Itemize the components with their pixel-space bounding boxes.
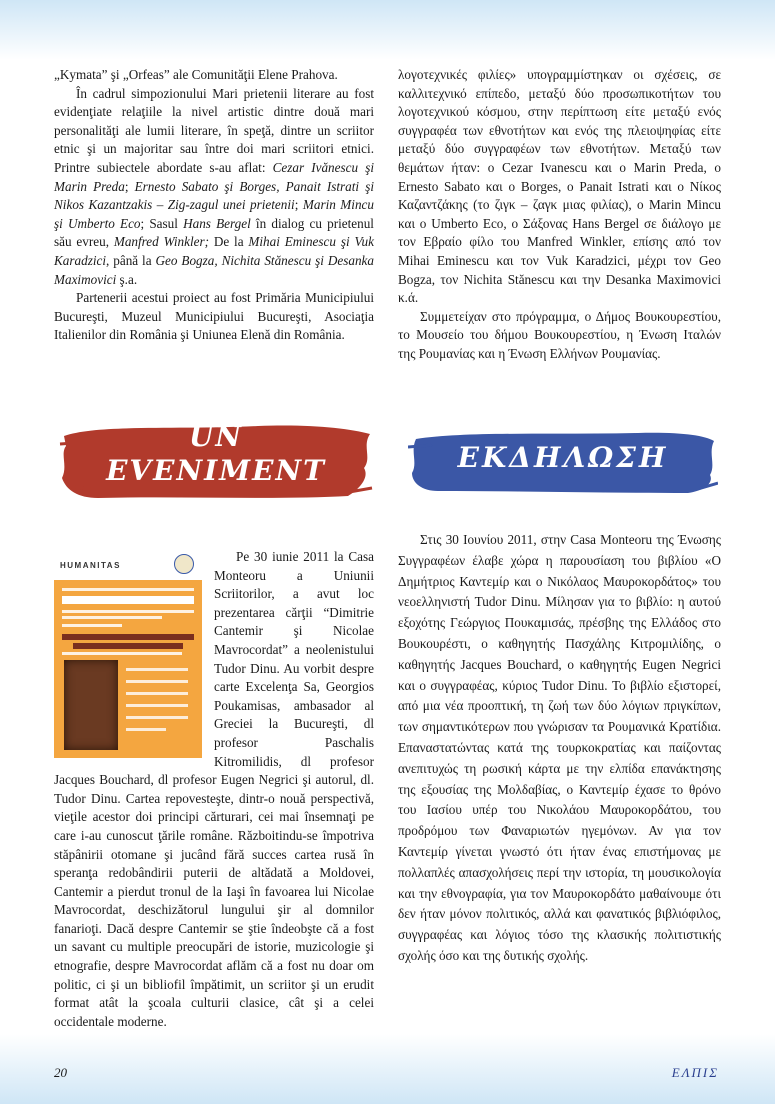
heading-line-1: UN bbox=[188, 420, 243, 453]
section-heading-ro bbox=[58, 416, 374, 501]
poster-painting bbox=[64, 660, 118, 750]
poster-text-line bbox=[126, 728, 166, 731]
paragraph-simpozion: În cadrul simpozionului Mari prietenii literare au fost evidenţiate relaţiile la nivel artistic dintre două mari personalităţi ale lumii literare, în speţă, dintre un scriitor etnic şi un majoritar sau între doi mari scriitori etnici. Printre subiectele abordate s-au aflat: Cezar Ivănescu şi Marin Preda; Ernesto Sabato şi Borges, Panait Istrati şi Nikos Kazantzakis – Zig-zagul unei prietenii; Marin Mincu şi Umberto Eco; Sasul Hans Bergel în dialog cu prietenul său evreu, Manfred Winkler; De la Mihai Eminescu şi Vuk Karadzici, până la Geo Bogza, Nichita Stănescu şi Desanka Maximovici ş.a. bbox=[54, 85, 374, 287]
poster-text-line bbox=[62, 634, 194, 640]
article-continuation-ro bbox=[54, 66, 374, 345]
event-article-ro bbox=[54, 548, 374, 1031]
poster-text-line bbox=[73, 643, 183, 649]
page-number: 20 bbox=[54, 1065, 67, 1080]
poster-text-line bbox=[62, 610, 194, 613]
embassy-seal-icon bbox=[174, 554, 194, 574]
paragraph: Στις 30 Ιουνίου 2011, στην Casa Monteoru της Ένωσης Συγγραφέων έλαβε χώρα η παρουσίαση του βιβλίου «Ο Δημήτριος Καντεμίρ και ο Νικόλαος Μαυροκορδάτος» του νεοελληνιστή Tudor Dinu. Μίλησαν για το βιβλίο: η αυτού εξοχότης Γεώργιος Πουκαμισάς, πρέσβης της Ελλάδος στο Βουκουρέστι, ο καθηγητής Πασχάλης Κιτρομιλίδης, ο καθηγητής Jacques Bouchard, ο καθηγητής Eugen Negrici και ο συγγραφέας, κύριος Tudor Dinu. Το βιβλίο εξιστορεί, από μια νέα προοπτική, τη ζωή των δύο λόγιων πριγκίπων, των σημαντικότερων που γνώρισαν τα Ρουμανικά Κρατίδια. Επαναστατώντας κατά της τουρκοκρατίας και παίζοντας ανεπιτυχώς τη ρωσική κάρτα με την ελπίδα επανάκτησης της εξουσίας της Μολδαβίας, ο Καντεμίρ έχασε το θρόνο του Ιασίου υπέρ του Νικολάου Μαυροκορδάτου, του προδρόμου των Φαναριωτών ηγεμόνων. Αν για τον Καντεμίρ γίνεται γνωστό ότι ήταν ένας επιστήμονας με πολλαπλές απασχολήσεις περί την ιστορία, τη μουσικολογία και την εθνογραφία, για τον Μαυροκορδάτο μαθαίνουμε ότι δεν ήταν μόνον πολιτικός, αλλά και φανατικός βιβλιόφιλος, συγγραφέας και λόγιος τόσο της κλασικής πολιτιστικής σχολής όσο και της δυτικής σχολής. bbox=[398, 532, 721, 963]
poster-text-line bbox=[62, 596, 194, 604]
poster-text-line bbox=[126, 704, 188, 707]
event-article-gr bbox=[398, 530, 721, 967]
article-continuation-gr bbox=[398, 66, 721, 364]
poster-text-line bbox=[62, 652, 182, 655]
poster-text-line bbox=[62, 624, 122, 627]
paragraph-partners-gr: Συμμετείχαν στο πρόγραμμα, ο Δήμος Βουκουρεστίου, το Μουσείο του δήμου Βουκουρεστίου, η Ένωση Ιταλών της Ρουμανίας και η Ένωση Ελλήνων Ρουμανίας. bbox=[398, 308, 721, 361]
paragraph-partners: Partenerii acestui proiect au fost Primăria Municipiului Bucureşti, Muzeul Municipiului Bucureşti, Asociaţia Italienilor din România şi Uniunea Elenă din România. bbox=[54, 290, 374, 343]
heading-line-2: EVENIMENT bbox=[106, 454, 326, 487]
paragraph: λογοτεχνικές φιλίες» υπογραμμίστηκαν οι σχέσεις, σε καλλιτεχνικό επίπεδο, μεταξύ δύο προσωπικοτήτων του λογοτεχνικού κόσμου, στην περίπτωση είτε μεταξύ ενός συγγραφέα των εθνοτήτων και ενός της πλειοψηφίας είτε μεταξύ δύο συγγραφέων των εθνοτήτων. Μεταξύ των θεμάτων ήταν: ο Cezar Ivanescu και ο Marin Preda, ο Ernesto Sabato και ο Borges, ο Panait Istrati και ο Νίκος Καζαντζάκης (το ζιγκ – ζαγκ μιας φιλίας), ο Marin Mincu και ο Umberto Eco, ο Σάξονας Hans Bergel σε διάλογο με τον Εβραίο φίλο του Manfred Winkler, επίσης από τον Mihai Eminescu και τον Vuk Karadzici, μέχρι τον Geo Bogza, τον Nichita Stănescu και την Desanka Maximovici κ.ά. bbox=[398, 67, 721, 306]
poster-header bbox=[54, 548, 202, 582]
poster-text-line bbox=[126, 680, 188, 683]
magazine-name: ΕΛΠΙΣ bbox=[671, 1065, 719, 1080]
paragraph: „Kymata” şi „Orfeas” ale Comunităţii Elene Prahova. bbox=[54, 67, 338, 82]
top-decorative-band bbox=[0, 0, 775, 60]
book-launch-poster bbox=[54, 548, 202, 758]
publisher-logo: HUMANITAS bbox=[60, 561, 121, 570]
poster-text-line bbox=[62, 588, 194, 591]
heading-line-1: ΕΚΔΗΛΩΣΗ bbox=[457, 441, 669, 474]
section-heading-gr bbox=[408, 427, 718, 495]
poster-text-line bbox=[126, 692, 188, 695]
poster-text-line bbox=[126, 668, 188, 671]
poster-text-line bbox=[126, 716, 188, 719]
paragraph: Pe 30 iunie 2011 la Casa Monteoru a Uniunii Scriitorilor, a avut loc prezentarea cărţii “Dimitrie Cantemir şi Nicolae Mavrocordat” a neolenistului Tudor Dinu. Au vorbit despre carte Excelenţa Sa, Georgios Poukamisas, ambasador al Greciei la Bucureşti, dl profesor Paschalis Kitromilidis, dl profesor Jacques Bouchard, dl profesor Eugen Negrici şi autorul, dl. Tudor Dinu. Cartea repovesteşte, dintr-o nouă perspectivă, vieţile acestor doi principi cărturari, cei mai însemnaţi pe care i-au cunoscut ţările române. Războitindu-se împotriva stăpânirii otomane şi jucând fără succes cartea rusă în speranţa redobândirii puterii de altădată a Moldovei, Cantemir a pierdut tronul de la Iaşi în favoarea lui Nicolae Mavrocordat, deschizătorul lungului şir al domnilor fanarioţi. Dacă despre Cantemir se ştie îndeobşte că a fost un savant cu multiple preocupări de istorie, muzicologie şi etnografie, despre Mavrocordat aflăm că a fost nu doar om politic, ci şi un bibliofil împătimit, un scriitor şi un erudit format atât la şcoala culturii clasice, cât şi a celei occidentale moderne. bbox=[54, 549, 374, 1029]
bottom-decorative-band bbox=[0, 1034, 775, 1104]
poster-text-line bbox=[62, 616, 162, 619]
